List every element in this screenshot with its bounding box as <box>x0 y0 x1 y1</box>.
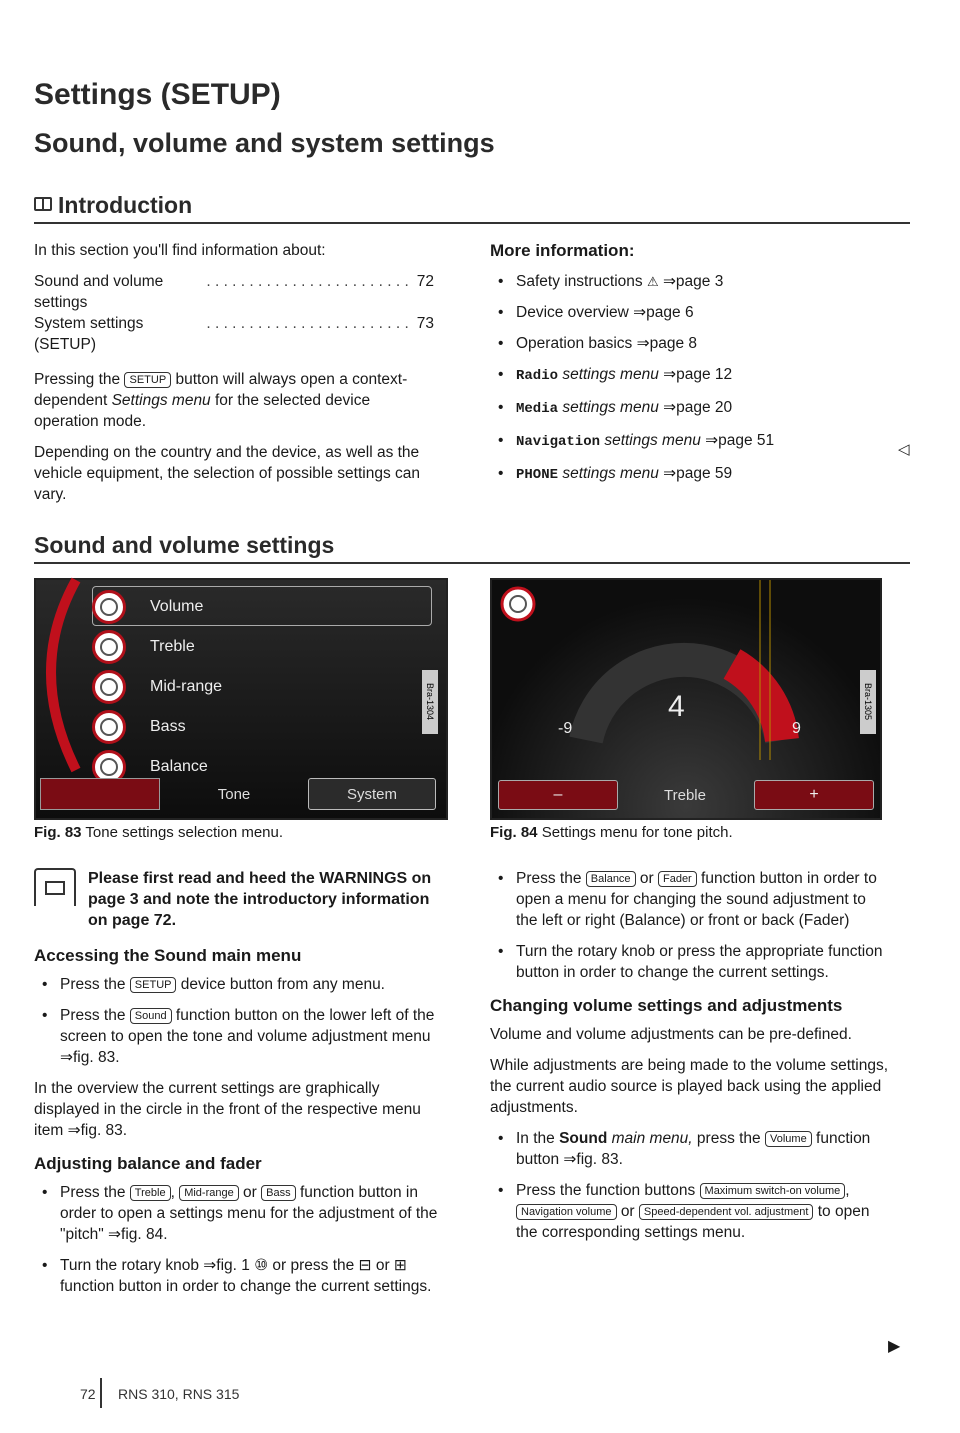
text: settings menu <box>562 465 659 482</box>
text: settings menu <box>562 366 659 383</box>
menu-label: Balance <box>150 758 208 775</box>
intro-column <box>34 240 434 515</box>
text: Device overview <box>516 304 629 321</box>
page-ref: ⇒page 12 <box>663 366 733 383</box>
level-knob-icon <box>92 710 126 744</box>
fig84-screen <box>490 578 882 820</box>
menu-key: Media <box>516 401 559 417</box>
fig83-caption <box>34 824 283 841</box>
more-info-item[interactable] <box>490 271 820 292</box>
text: function button on the lower left of the screen to open the tone and volume adjustment menu ⇒fig. 83. <box>60 1007 435 1066</box>
menu-label: Volume <box>150 598 204 615</box>
sound-section-title: Sound and volume settings <box>34 532 335 558</box>
text: settings menu <box>562 399 659 416</box>
section-title: Sound, volume and system settings <box>34 128 495 158</box>
text: Pressing the <box>34 371 121 388</box>
level-knob-icon <box>92 590 126 624</box>
toc-page: 72 <box>416 273 434 290</box>
warning-note <box>34 868 444 931</box>
sound-tab-left[interactable] <box>40 778 160 810</box>
text: Press the <box>60 1007 126 1024</box>
toc-dots: . . . . . . . . . . . . . . . . . . . . . . . . <box>206 273 409 290</box>
text: function button ⇒fig. 83. <box>516 1130 871 1168</box>
list-item <box>34 1255 444 1297</box>
treble-button-ref: Treble <box>130 1185 171 1201</box>
text: press the <box>696 1130 761 1147</box>
end-of-section-icon: ◁ <box>898 441 910 458</box>
setup-button-ref: SETUP <box>124 372 171 388</box>
red-arc-decoration <box>36 580 96 780</box>
toc-page: 73 <box>416 315 434 332</box>
menu-item-mid-range[interactable] <box>92 666 222 708</box>
level-knob-icon <box>92 670 126 704</box>
more-info-item[interactable] <box>490 463 820 486</box>
menu-key: Radio <box>516 368 559 384</box>
access-paragraph: In the overview the current settings are graphically displayed in the circle in the front of the respective menu item ⇒fig. 83. <box>34 1080 421 1139</box>
text: function button in order to open a settings menu for the adjustment of the "pitch" ⇒fig. 84. <box>60 1184 438 1243</box>
list-item: • Press the function buttons Maximum switch-on volume , Navigation volume or Speed-dependent vol. adjustment to open the corresponding settings menu. <box>490 1180 890 1243</box>
volume-button-ref: Volume <box>765 1131 812 1147</box>
tab-tone[interactable]: Tone <box>217 785 251 803</box>
right-lower-column <box>490 868 890 1253</box>
balance-button-ref: Balance <box>586 871 636 887</box>
bass-button-ref: Bass <box>261 1185 295 1201</box>
intro-lead: In this section you'll find information about: <box>34 242 326 259</box>
max-switch-on-volume-button-ref: Maximum switch-on volume <box>700 1183 846 1199</box>
more-info-item[interactable] <box>490 302 820 323</box>
page-ref: ⇒page 6 <box>633 304 694 321</box>
menu-item-bass[interactable] <box>92 706 186 748</box>
figure-code-label: Bra-1304 <box>422 670 438 734</box>
navigation-volume-button-ref: Navigation volume <box>516 1204 617 1220</box>
list-item <box>34 1005 444 1068</box>
list-item <box>490 868 890 931</box>
page-ref: ⇒page 51 <box>705 432 775 449</box>
text: Press the <box>60 976 126 993</box>
text: device button from any menu. <box>180 976 385 993</box>
list-item <box>34 974 444 995</box>
text: Press the function buttons <box>516 1182 696 1199</box>
book-icon <box>34 868 76 906</box>
text: main menu, <box>611 1130 693 1147</box>
intro-title: Introduction <box>58 192 193 218</box>
caption-number: Fig. 83 <box>34 824 82 841</box>
setup-button-ref: SETUP <box>130 977 177 993</box>
menu-item-treble[interactable] <box>92 626 195 668</box>
toc-dots: . . . . . . . . . . . . . . . . . . . . . . . . <box>206 315 409 332</box>
fig83-screen <box>34 578 448 820</box>
footer-divider <box>100 1378 102 1408</box>
fig84-caption <box>490 824 733 841</box>
text: Turn the rotary knob ⇒fig. 1 ⑩ or press the ⊟ or ⊞ function button in order to change the current settings. <box>60 1257 432 1295</box>
range-min: -9 <box>558 720 573 737</box>
text: or <box>243 1184 257 1201</box>
sound-button-ref: Sound <box>130 1008 172 1024</box>
range-max: 9 <box>792 720 801 737</box>
figure-code-label: Bra-1305 <box>860 670 876 734</box>
menu-label: Treble <box>150 638 195 655</box>
list-item <box>490 941 890 983</box>
toc-row[interactable] <box>34 271 434 313</box>
access-title: Accessing the Sound main menu <box>34 946 302 965</box>
more-info-column <box>490 240 820 496</box>
text: Operation basics <box>516 335 633 352</box>
menu-key: Navigation <box>516 434 601 450</box>
list-item: • Press the Treble , Mid-range or Bass function button in order to open a settings menu for the adjustment of the "pitch" ⇒fig. 84. <box>34 1182 444 1245</box>
text: or <box>639 870 654 887</box>
text: or <box>620 1203 635 1220</box>
plus-button[interactable]: + <box>754 780 874 810</box>
footer-model: RNS 310, RNS 315 <box>118 1386 240 1402</box>
current-value: 4 <box>668 690 685 723</box>
page-ref: ⇒page 3 <box>662 273 724 290</box>
menu-key: PHONE <box>516 467 559 483</box>
text: Press the <box>60 1184 126 1201</box>
menu-label: Bass <box>150 718 186 735</box>
fader-button-ref: Fader <box>658 871 697 887</box>
more-info-list <box>490 271 820 486</box>
caption-text: Settings menu for tone pitch. <box>541 824 733 841</box>
settings-menu-term: Settings menu <box>111 392 211 409</box>
warning-triangle-icon: ⚠ <box>646 274 659 289</box>
toc-label: Sound and volume settings <box>34 273 164 311</box>
text: Turn the rotary knob or press the appropriate function button in order to change the current settings. <box>516 943 883 981</box>
continue-arrow-icon: ▶ <box>888 1338 901 1355</box>
text: settings menu <box>604 432 701 449</box>
toc-row[interactable] <box>34 313 434 355</box>
page-ref: ⇒page 59 <box>663 465 733 482</box>
intro-paragraph-2: Depending on the country and the device, as well as the vehicle equipment, the selection of possible settings can vary. <box>34 444 421 503</box>
text: function button in order to open a menu for changing the sound adjustment to the left or right (Balance) or front or back (Fader) <box>516 870 877 929</box>
footer-page-number: 72 <box>80 1386 96 1402</box>
text: Sound <box>559 1130 608 1147</box>
menu-item-volume[interactable] <box>92 586 203 628</box>
section-rule <box>34 562 910 564</box>
toc-label: System settings (SETUP) <box>34 315 144 353</box>
tab-system[interactable]: System <box>308 778 436 810</box>
mid-range-button-ref: Mid-range <box>179 1185 239 1201</box>
text: for the selected device operation mode. <box>34 392 371 430</box>
more-info-title: More information: <box>490 241 635 260</box>
caption-number: Fig. 84 <box>490 824 538 841</box>
caption-text: Tone settings selection menu. <box>85 824 284 841</box>
text: button will always open a context-dependent <box>34 371 408 409</box>
intro-paragraph-1 <box>34 369 434 432</box>
level-knob-icon <box>92 630 126 664</box>
left-lower-column <box>34 868 444 1307</box>
menu-label: Mid-range <box>150 678 223 695</box>
speed-dependent-button-ref: Speed-dependent vol. adjustment <box>639 1204 814 1220</box>
book-icon <box>34 197 52 211</box>
volume-paragraph-1: Volume and volume adjustments can be pre-defined. <box>490 1026 852 1043</box>
treble-label: Treble <box>664 786 706 804</box>
more-info-item[interactable] <box>490 364 820 387</box>
page-ref: ⇒page 20 <box>663 399 733 416</box>
intro-rule <box>34 222 910 224</box>
page-ref: ⇒page 8 <box>636 335 698 352</box>
text: Press the <box>516 870 582 887</box>
text: In the <box>516 1130 555 1147</box>
minus-button[interactable]: – <box>498 780 618 810</box>
text: to open the corresponding settings menu. <box>516 1203 870 1241</box>
volume-title: Changing volume settings and adjustments <box>490 996 843 1015</box>
balance-title: Adjusting balance and fader <box>34 1154 262 1173</box>
volume-paragraph-2: While adjustments are being made to the volume settings, the current audio source is played back using the applied adjustments. <box>490 1057 889 1116</box>
warning-text: Please first read and heed the WARNINGS on page 3 and note the introductory information on page 72. <box>88 870 432 929</box>
more-info-item[interactable] <box>490 430 820 453</box>
more-info-item[interactable] <box>490 397 820 420</box>
text: Safety instructions <box>516 273 643 290</box>
more-info-item[interactable] <box>490 333 820 354</box>
chapter-title: Settings (SETUP) <box>34 78 281 111</box>
list-item <box>490 1128 890 1170</box>
